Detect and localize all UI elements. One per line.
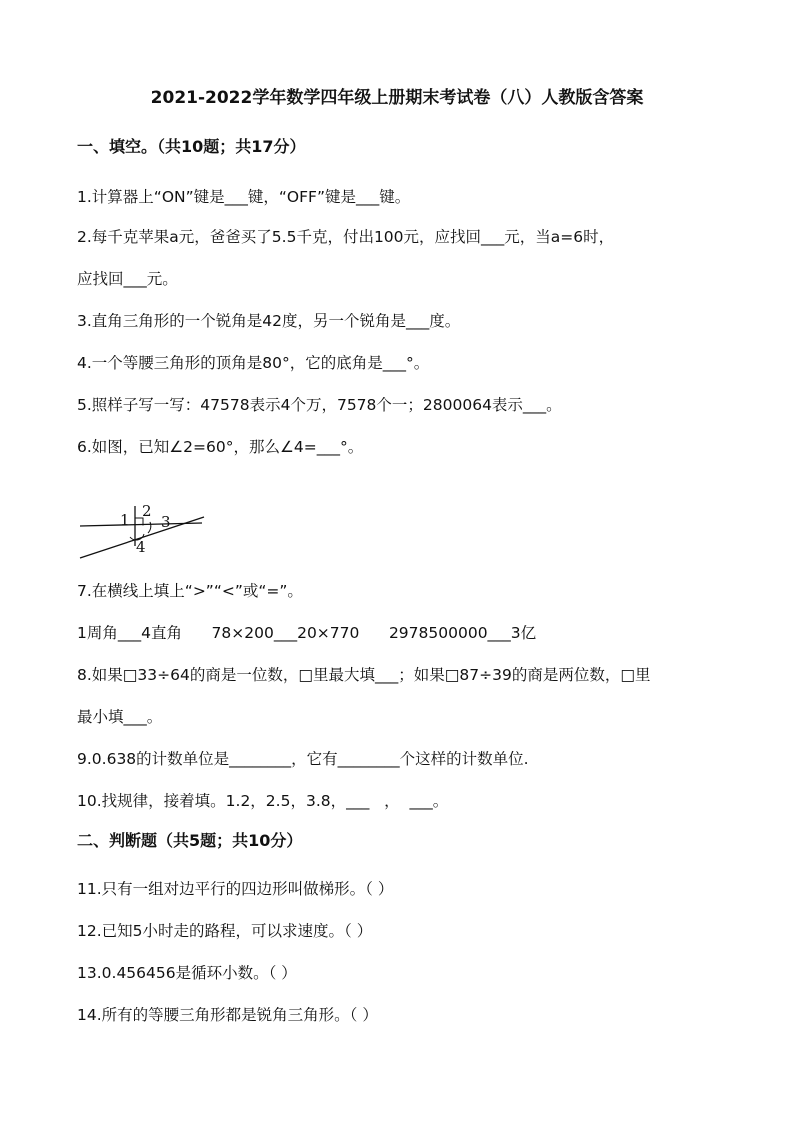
question-8: 8.如果□33÷64的商是一位数，□里最大填___；如果□87÷39的商是两位数，□里 — [77, 666, 651, 684]
page-title: 2021-2022学年数学四年级上册期末考试卷（八）人教版含答案 — [150, 88, 644, 108]
question-8-continued: 最小填___。 — [77, 708, 163, 726]
question-12: 12.已知5小时走的路程，可以求速度。（ ） — [77, 922, 373, 940]
question-7: 7.在横线上填上“>”“<”或“=”。 — [77, 582, 303, 600]
angle-label-1: 1 — [120, 511, 130, 529]
question-6: 6.如图，已知∠2=60°，那么∠4=___°。 — [77, 438, 364, 456]
section-heading-true-false: 二、判断题（共5题；共10分） — [77, 831, 303, 850]
question-2-continued: 应找回___元。 — [77, 270, 178, 288]
question-5: 5.照样子写一写：47578表示4个万，7578个一；2800064表示___。 — [77, 396, 562, 414]
question-14: 14.所有的等腰三角形都是锐角三角形。（ ） — [77, 1006, 378, 1024]
question-1: 1.计算器上“ON”键是___键，“OFF”键是___键。 — [77, 188, 411, 206]
question-10: 10.找规律，接着填。1.2，2.5，3.8，___ ， ___。 — [77, 792, 449, 810]
angle-label-2: 2 — [142, 504, 152, 520]
section-heading-fill-in: 一、填空。（共10题；共17分） — [77, 137, 306, 156]
angle-label-4: 4 — [136, 538, 146, 556]
question-2: 2.每千克苹果a元，爸爸买了5.5千克，付出100元，应找回___元，当a=6时， — [77, 228, 615, 246]
question-7-comparisons: 1周角___4直角 78×200___20×770 2978500000___3亿 — [77, 624, 537, 642]
question-3: 3.直角三角形的一个锐角是42度，另一个锐角是___度。 — [77, 312, 461, 330]
angle-label-3: 3 — [161, 513, 171, 531]
question-11: 11.只有一组对边平行的四边形叫做梯形。（ ） — [77, 880, 394, 898]
question-9: 9.0.638的计数单位是________，它有________个这样的计数单位. — [77, 750, 529, 768]
angle-figure — [78, 504, 208, 560]
question-13: 13.0.456456是循环小数。（ ） — [77, 964, 297, 982]
question-4: 4.一个等腰三角形的顶角是80°，它的底角是___°。 — [77, 354, 430, 372]
intersecting-lines-diagram — [78, 504, 208, 560]
